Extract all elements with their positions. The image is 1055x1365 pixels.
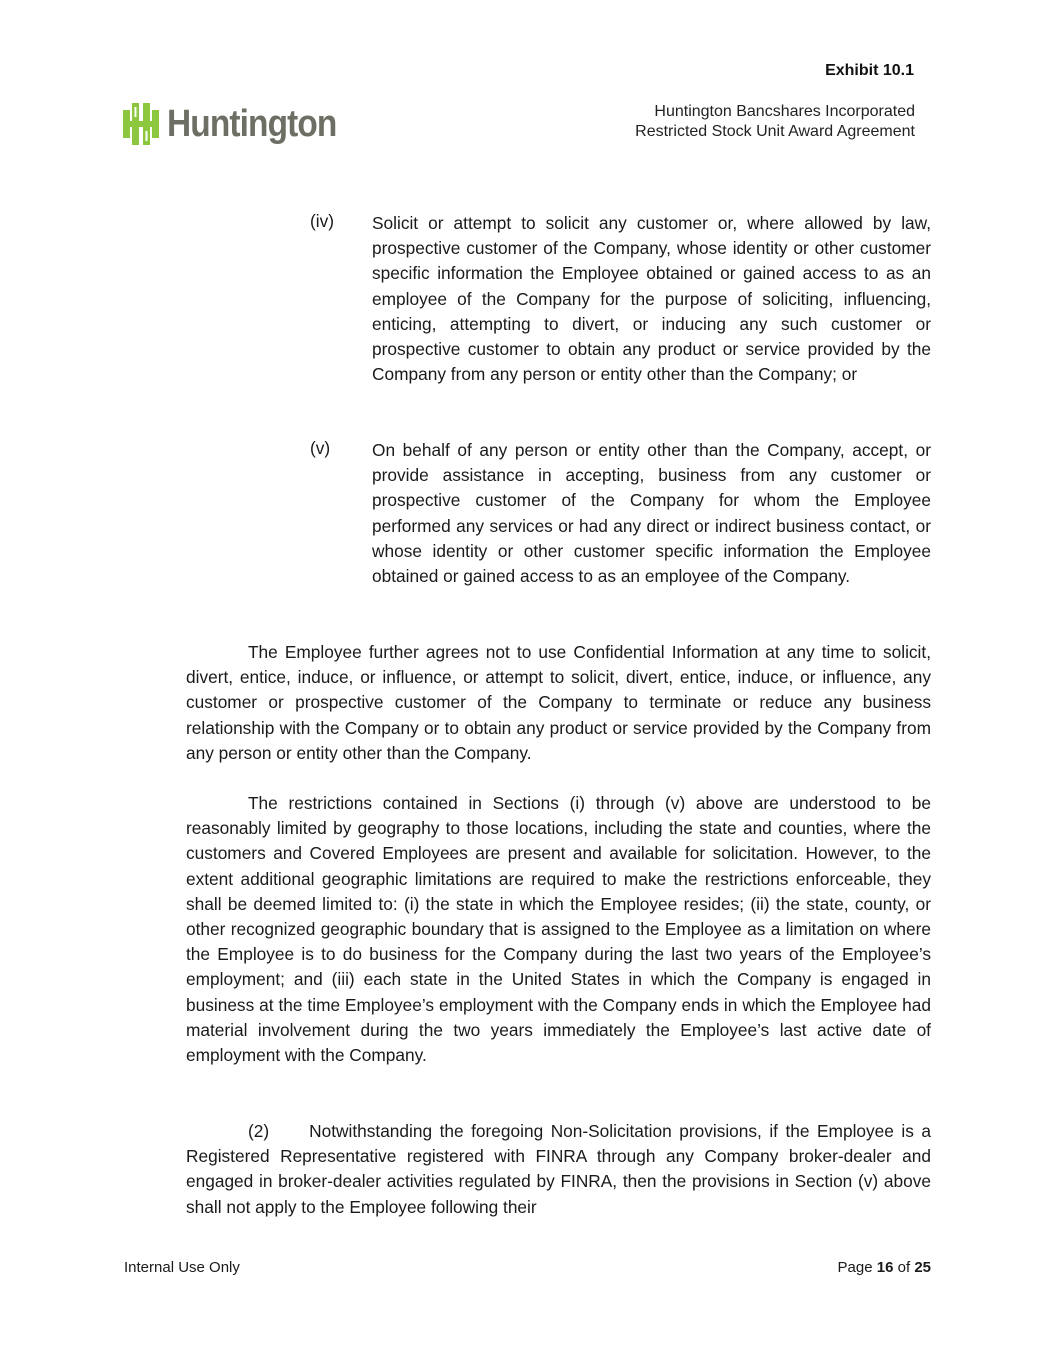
list-item-text: On behalf of any person or entity other than the Company, accept, or provide assistance in accepting, business from any customer or prospective customer of the Company for whom the Employee performed any services or had any direct or indirect business contact, or whose identity or other customer specific information the Employee obtained or gained access to as an employee of the Company. bbox=[372, 440, 931, 587]
page-label: Page bbox=[837, 1259, 873, 1276]
footer-page-number bbox=[838, 1259, 931, 1276]
document-header bbox=[635, 102, 915, 142]
logo-wordmark: Huntington bbox=[167, 103, 337, 145]
list-item-number: (iv) bbox=[310, 211, 334, 231]
page-total: 25 bbox=[914, 1259, 931, 1276]
section-2-text: Notwithstanding the foregoing Non-Solicitation provisions, if the Employee is a Registered Representative registered with FINRA through any Company broker-dealer and engaged in broker-dealer activities regulated by FINRA, then the provisions in Section (v) above shall not apply to the Employee following their bbox=[186, 1121, 931, 1217]
exhibit-label: Exhibit 10.1 bbox=[825, 62, 914, 79]
paragraph-geographic-restrictions bbox=[186, 791, 931, 1068]
document-title: Restricted Stock Unit Award Agreement bbox=[635, 123, 915, 140]
list-item-text: Solicit or attempt to solicit any customer or, where allowed by law, prospective customer of the Company, whose identity or other customer specific information the Employee obtained or gained access to as an employee of the Company for the purpose of soliciting, influencing, enticing, attempting to divert, or inducing any such customer or prospective customer to obtain any product or service provided by the Company from any person or entity other than the Company; or bbox=[372, 213, 931, 385]
page-current: 16 bbox=[876, 1259, 894, 1276]
company-name: Huntington Bancshares Incorporated bbox=[654, 103, 915, 120]
paragraph-section-2 bbox=[186, 1119, 931, 1220]
list-item-number: (v) bbox=[310, 438, 331, 458]
section-number: (2) bbox=[248, 1121, 270, 1141]
huntington-logo bbox=[121, 100, 360, 148]
huntington-logo-icon bbox=[121, 100, 161, 148]
footer-classification: Internal Use Only bbox=[124, 1259, 240, 1276]
paragraph-text: The Employee further agrees not to use Confidential Information at any time to solicit, divert, entice, induce, or influence, or attempt to solicit, divert, entice, induce, or influence, any customer or prospective customer of the Company to terminate or reduce any business relationship with the Company or to obtain any product or service provided by the Company from any person or entity other than the Company. bbox=[186, 642, 931, 763]
paragraph-confidential-information bbox=[186, 640, 931, 766]
paragraph-text: The restrictions contained in Sections (i) through (v) above are understood to be reasonably limited by geography to those locations, including the state and counties, where the customers and Covered Employees are present and available for solicitation. However, to the extent additional geographic limitations are required to make the restrictions enforceable, they shall be deemed limited to: (i) the state in which the Employee resides; (ii) the state, county, or other recognized geographic boundary that is assigned to the Employee as a limitation on where the Employee is to do business for the Company during the last two years of the Employee’s employment; and (iii) each state in the United States in which the Company is engaged in business at the time Employee’s employment with the Company ends in which the Employee had material involvement during the two years immediately the Employee’s last active date of employment with the Company. bbox=[186, 793, 931, 1066]
page-of: of bbox=[897, 1259, 911, 1276]
section-2-paragraph bbox=[186, 1119, 931, 1220]
